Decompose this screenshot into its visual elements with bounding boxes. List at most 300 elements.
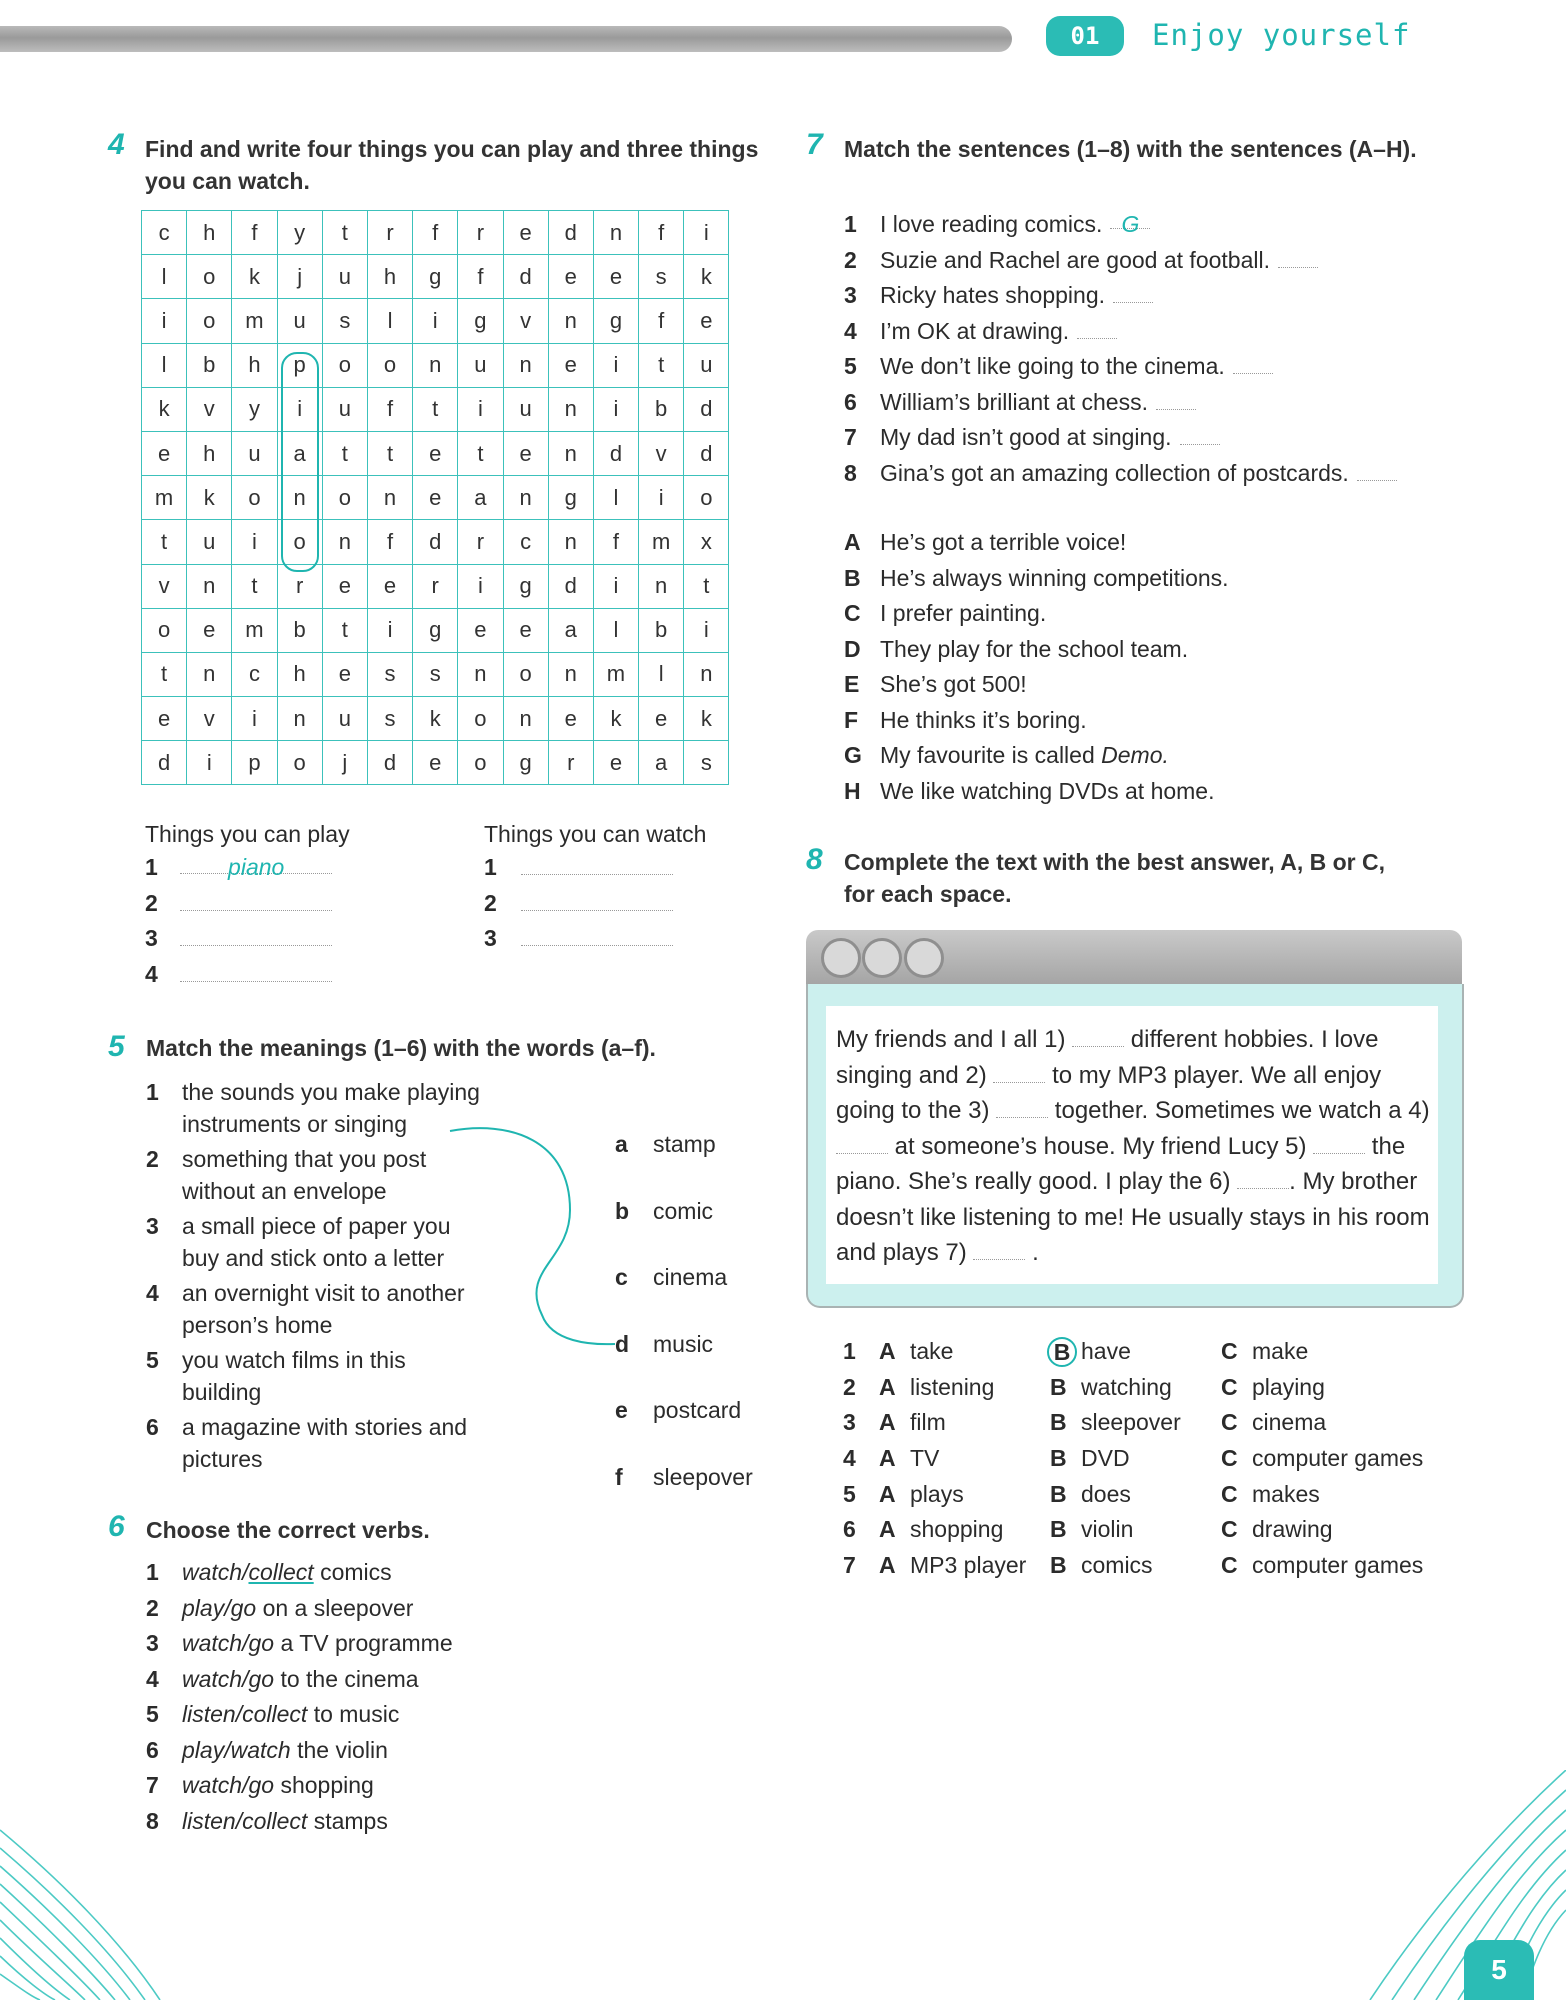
- grid-cell[interactable]: l: [367, 299, 412, 343]
- grid-cell[interactable]: n: [277, 697, 322, 741]
- option-letter[interactable]: A: [879, 1516, 896, 1543]
- grid-cell[interactable]: e: [684, 299, 729, 343]
- grid-cell[interactable]: d: [503, 255, 548, 299]
- option-text[interactable]: drawing: [1252, 1516, 1333, 1543]
- grid-cell[interactable]: r: [367, 211, 412, 255]
- grid-cell[interactable]: n: [322, 520, 367, 564]
- grid-cell[interactable]: n: [503, 476, 548, 520]
- grid-cell[interactable]: r: [413, 564, 458, 608]
- verb-option[interactable]: play: [182, 1736, 225, 1763]
- option-text[interactable]: listening: [910, 1373, 995, 1400]
- exercise-8-instruction: Complete the text with the best answer, A, B or C, for each space.: [844, 849, 1386, 907]
- response-item: E She’s got 500!: [844, 671, 1027, 697]
- grid-cell[interactable]: s: [367, 652, 412, 696]
- decorative-curves-left: [0, 1790, 230, 2000]
- verb-option[interactable]: go: [230, 1594, 257, 1621]
- grid-cell[interactable]: t: [232, 564, 277, 608]
- match-answer-field[interactable]: [1077, 318, 1117, 339]
- gap-2[interactable]: [993, 1060, 1045, 1083]
- grid-cell[interactable]: o: [322, 476, 367, 520]
- grid-cell[interactable]: i: [142, 299, 187, 343]
- verb-option[interactable]: watch: [182, 1559, 243, 1585]
- grid-cell[interactable]: e: [548, 697, 593, 741]
- grid-cell[interactable]: i: [187, 741, 232, 785]
- selected-option-circle[interactable]: B: [1047, 1337, 1077, 1367]
- grid-cell[interactable]: n: [684, 652, 729, 696]
- grid-cell[interactable]: u: [322, 697, 367, 741]
- option-letter[interactable]: B: [1050, 1409, 1067, 1436]
- option-text[interactable]: cinema: [1252, 1409, 1327, 1436]
- grid-cell[interactable]: e: [142, 431, 187, 475]
- meaning-item: 4 an overnight visit to another person’s home: [146, 1280, 465, 1338]
- exercise-5-instruction: Match the meanings (1–6) with the words (a–f).: [146, 1035, 656, 1061]
- responses-list: [844, 526, 1464, 810]
- play-answer-field[interactable]: [180, 925, 332, 946]
- grid-cell[interactable]: f: [367, 387, 412, 431]
- word-item: d music: [615, 1330, 714, 1357]
- header-bar: [0, 26, 1012, 52]
- grid-cell[interactable]: i: [684, 211, 729, 255]
- grid-cell[interactable]: y: [277, 211, 322, 255]
- verb-option[interactable]: watch: [182, 1772, 243, 1798]
- answer-options-table: [843, 1334, 1452, 1583]
- grid-cell[interactable]: e: [413, 431, 458, 475]
- grid-cell[interactable]: v: [503, 299, 548, 343]
- grid-cell[interactable]: t: [322, 211, 367, 255]
- grid-cell[interactable]: t: [413, 387, 458, 431]
- grid-cell[interactable]: t: [142, 652, 187, 696]
- grid-cell[interactable]: g: [503, 741, 548, 785]
- verb-option[interactable]: listen: [182, 1807, 236, 1834]
- play-answer-row: 4: [145, 960, 332, 996]
- grid-cell[interactable]: n: [503, 697, 548, 741]
- grid-cell[interactable]: k: [187, 476, 232, 520]
- grid-cell[interactable]: g: [458, 299, 503, 343]
- grid-cell[interactable]: r: [548, 741, 593, 785]
- grid-cell[interactable]: e: [142, 697, 187, 741]
- grid-cell[interactable]: j: [322, 741, 367, 785]
- sentence-item: 2 Suzie and Rachel are good at football.: [844, 244, 1464, 280]
- grid-cell[interactable]: h: [187, 431, 232, 475]
- grid-cell[interactable]: n: [277, 476, 322, 520]
- grid-cell[interactable]: i: [593, 564, 638, 608]
- grid-cell[interactable]: l: [639, 652, 684, 696]
- grid-cell[interactable]: c: [503, 520, 548, 564]
- grid-cell[interactable]: i: [232, 520, 277, 564]
- grid-cell[interactable]: t: [458, 431, 503, 475]
- watch-answer-field[interactable]: [521, 854, 673, 875]
- grid-cell[interactable]: v: [187, 697, 232, 741]
- verb-option[interactable]: listen: [182, 1701, 236, 1727]
- option-letter[interactable]: B: [1050, 1516, 1067, 1543]
- play-answer-field[interactable]: [180, 890, 332, 911]
- grid-cell[interactable]: m: [232, 299, 277, 343]
- grid-cell[interactable]: t: [322, 431, 367, 475]
- match-answer-field[interactable]: [1156, 389, 1196, 410]
- option-letter[interactable]: A: [879, 1480, 896, 1507]
- grid-cell[interactable]: g: [413, 255, 458, 299]
- unit-title: Enjoy yourself: [1152, 18, 1411, 52]
- grid-cell[interactable]: e: [187, 608, 232, 652]
- grid-cell[interactable]: m: [232, 608, 277, 652]
- option-row: 3 A film B sleepover C cinema: [843, 1405, 1452, 1441]
- grid-cell[interactable]: n: [548, 652, 593, 696]
- grid-cell[interactable]: s: [413, 652, 458, 696]
- verb-option[interactable]: go: [248, 1772, 275, 1798]
- grid-cell[interactable]: f: [367, 520, 412, 564]
- verb-option[interactable]: play: [182, 1594, 225, 1621]
- grid-cell[interactable]: i: [367, 608, 412, 652]
- grid-cell[interactable]: h: [277, 652, 322, 696]
- grid-cell[interactable]: n: [548, 431, 593, 475]
- verb-option[interactable]: watch: [230, 1736, 291, 1763]
- grid-cell[interactable]: i: [639, 476, 684, 520]
- grid-cell[interactable]: f: [413, 211, 458, 255]
- grid-cell[interactable]: a: [458, 476, 503, 520]
- grid-cell[interactable]: u: [322, 255, 367, 299]
- grid-cell[interactable]: l: [142, 255, 187, 299]
- grid-cell[interactable]: p: [232, 741, 277, 785]
- match-answer-field[interactable]: [1113, 282, 1153, 303]
- grid-cell[interactable]: f: [639, 211, 684, 255]
- grid-cell[interactable]: g: [503, 564, 548, 608]
- sentence-item: 1 I love reading comics. G: [844, 208, 1464, 244]
- grid-cell[interactable]: i: [413, 299, 458, 343]
- grid-cell[interactable]: m: [142, 476, 187, 520]
- window-dot-icon: [862, 938, 902, 978]
- option-row: 2 A listening B watching C playing: [843, 1370, 1452, 1406]
- grid-cell[interactable]: y: [232, 387, 277, 431]
- unit-number-badge: 01: [1046, 16, 1124, 56]
- option-text[interactable]: TV: [910, 1445, 940, 1472]
- grid-cell[interactable]: u: [232, 431, 277, 475]
- option-row: 7 A MP3 player B comics C computer games: [843, 1548, 1452, 1584]
- grid-cell[interactable]: o: [458, 697, 503, 741]
- window-dot-icon: [904, 938, 944, 978]
- grid-cell[interactable]: k: [593, 697, 638, 741]
- option-letter[interactable]: C: [1221, 1516, 1238, 1543]
- option-letter[interactable]: C: [1221, 1480, 1238, 1507]
- grid-cell[interactable]: t: [684, 564, 729, 608]
- grid-cell[interactable]: k: [684, 697, 729, 741]
- grid-row: [142, 431, 729, 475]
- gap-4[interactable]: [836, 1131, 888, 1154]
- grid-cell[interactable]: o: [232, 476, 277, 520]
- response-item: G My favourite is called Demo.: [844, 742, 1169, 768]
- grid-cell[interactable]: f: [593, 520, 638, 564]
- grid-cell[interactable]: r: [458, 211, 503, 255]
- option-text[interactable]: watching: [1081, 1373, 1172, 1400]
- grid-cell[interactable]: i: [593, 387, 638, 431]
- word-item: b comic: [615, 1197, 714, 1224]
- option-row: 5 A plays B does C makes: [843, 1476, 1452, 1512]
- grid-row: [142, 520, 729, 564]
- grid-cell[interactable]: o: [322, 343, 367, 387]
- option-text[interactable]: have: [1081, 1338, 1131, 1365]
- grid-cell[interactable]: n: [187, 564, 232, 608]
- grid-cell[interactable]: u: [684, 343, 729, 387]
- option-text[interactable]: computer games: [1252, 1551, 1424, 1578]
- verb-option[interactable]: go: [248, 1665, 275, 1692]
- grid-cell[interactable]: b: [639, 387, 684, 431]
- match-answer-field[interactable]: [1278, 247, 1318, 268]
- grid-cell[interactable]: h: [187, 211, 232, 255]
- option-text[interactable]: make: [1252, 1338, 1309, 1365]
- grid-cell[interactable]: d: [142, 741, 187, 785]
- grid-cell[interactable]: k: [142, 387, 187, 431]
- grid-cell[interactable]: s: [684, 741, 729, 785]
- option-letter[interactable]: C: [1221, 1409, 1238, 1436]
- watch-answers: [484, 853, 673, 960]
- option-letter[interactable]: C: [1221, 1551, 1238, 1578]
- exercise-4-instruction: Find and write four things you can play and three things you can watch.: [145, 136, 759, 194]
- option-text[interactable]: playing: [1252, 1373, 1325, 1400]
- watch-answer-field[interactable]: [521, 925, 673, 946]
- grid-cell[interactable]: j: [277, 255, 322, 299]
- play-answer-field[interactable]: piano: [180, 853, 332, 874]
- option-letter[interactable]: A: [879, 1373, 896, 1400]
- response-item: H We like watching DVDs at home.: [844, 777, 1215, 804]
- option-text[interactable]: makes: [1252, 1480, 1320, 1507]
- grid-cell[interactable]: m: [639, 520, 684, 564]
- grid-cell[interactable]: n: [503, 343, 548, 387]
- grid-cell[interactable]: o: [142, 608, 187, 652]
- option-row: 6 A shopping B violin C drawing: [843, 1512, 1452, 1548]
- grid-cell[interactable]: d: [548, 564, 593, 608]
- grid-cell[interactable]: o: [187, 255, 232, 299]
- matching-line: [440, 1120, 620, 1350]
- option-letter[interactable]: B: [1050, 1445, 1067, 1472]
- grid-cell[interactable]: h: [367, 255, 412, 299]
- grid-cell[interactable]: t: [367, 431, 412, 475]
- page-number: 5: [1464, 1940, 1534, 2000]
- option-text[interactable]: computer games: [1252, 1445, 1424, 1472]
- option-text[interactable]: MP3 player: [910, 1551, 1027, 1578]
- response-item: C I prefer painting.: [844, 600, 1047, 626]
- option-text[interactable]: film: [910, 1409, 946, 1436]
- grid-cell[interactable]: m: [593, 652, 638, 696]
- word-item: f sleepover: [615, 1463, 753, 1490]
- grid-cell[interactable]: g: [593, 299, 638, 343]
- verb-item: 6 play/watch the violin: [146, 1736, 388, 1763]
- grid-cell[interactable]: f: [232, 211, 277, 255]
- grid-cell[interactable]: n: [548, 299, 593, 343]
- grid-cell[interactable]: v: [639, 431, 684, 475]
- grid-cell[interactable]: n: [548, 520, 593, 564]
- option-text[interactable]: does: [1081, 1480, 1131, 1507]
- match-answer-field[interactable]: [1180, 424, 1220, 445]
- grid-cell[interactable]: o: [503, 652, 548, 696]
- match-answer-field[interactable]: [1357, 460, 1397, 481]
- grid-cell[interactable]: c: [142, 211, 187, 255]
- option-letter[interactable]: B: [1050, 1373, 1067, 1400]
- option-letter[interactable]: C: [1221, 1373, 1238, 1400]
- word-item: c cinema: [615, 1264, 728, 1290]
- grid-cell[interactable]: e: [413, 476, 458, 520]
- grid-cell[interactable]: o: [187, 299, 232, 343]
- grid-cell[interactable]: e: [458, 608, 503, 652]
- grid-row: [142, 697, 729, 741]
- play-answer-row: 1 piano: [145, 853, 332, 889]
- grid-cell[interactable]: a: [548, 608, 593, 652]
- grid-cell[interactable]: u: [187, 520, 232, 564]
- verb-option[interactable]: watch: [182, 1665, 243, 1692]
- grid-cell[interactable]: e: [367, 564, 412, 608]
- play-answers: [145, 853, 332, 995]
- verb-item: 5 listen/collect to music: [146, 1701, 400, 1727]
- option-letter[interactable]: C: [1221, 1445, 1238, 1472]
- option-letter[interactable]: A: [879, 1338, 896, 1365]
- grid-cell[interactable]: o: [277, 741, 322, 785]
- verb-option[interactable]: watch: [182, 1630, 243, 1656]
- grid-cell[interactable]: s: [639, 255, 684, 299]
- grid-cell[interactable]: s: [322, 299, 367, 343]
- sentence-item: 8 Gina’s got an amazing collection of postcards.: [844, 457, 1464, 493]
- grid-cell[interactable]: o: [458, 741, 503, 785]
- grid-cell[interactable]: t: [639, 343, 684, 387]
- grid-cell[interactable]: n: [458, 652, 503, 696]
- grid-cell[interactable]: n: [639, 564, 684, 608]
- option-text[interactable]: take: [910, 1338, 954, 1365]
- grid-cell[interactable]: o: [684, 476, 729, 520]
- gap-5[interactable]: [1313, 1131, 1365, 1154]
- sentence-item: 4 I’m OK at drawing.: [844, 315, 1464, 351]
- grid-cell[interactable]: r: [458, 520, 503, 564]
- gap-7[interactable]: [973, 1237, 1025, 1260]
- grid-cell[interactable]: i: [458, 387, 503, 431]
- grid-cell[interactable]: e: [639, 697, 684, 741]
- grid-cell[interactable]: e: [413, 741, 458, 785]
- grid-cell[interactable]: d: [413, 520, 458, 564]
- grid-cell[interactable]: u: [503, 387, 548, 431]
- play-answer-row: 3: [145, 924, 332, 960]
- grid-cell[interactable]: n: [593, 211, 638, 255]
- grid-cell[interactable]: d: [684, 431, 729, 475]
- grid-cell[interactable]: l: [593, 476, 638, 520]
- option-letter[interactable]: C: [1221, 1338, 1238, 1365]
- grid-cell[interactable]: e: [593, 255, 638, 299]
- grid-cell[interactable]: g: [548, 476, 593, 520]
- meaning-item: 1 the sounds you make playing instruments or singing: [146, 1079, 480, 1137]
- grid-cell[interactable]: d: [367, 741, 412, 785]
- option-text[interactable]: shopping: [910, 1516, 1004, 1543]
- grid-cell[interactable]: s: [367, 697, 412, 741]
- grid-cell[interactable]: t: [322, 608, 367, 652]
- grid-cell[interactable]: n: [413, 343, 458, 387]
- grid-cell[interactable]: g: [413, 608, 458, 652]
- grid-cell[interactable]: e: [322, 652, 367, 696]
- grid-cell[interactable]: h: [232, 343, 277, 387]
- option-text[interactable]: DVD: [1081, 1445, 1130, 1472]
- meaning-item: 3 a small piece of paper you buy and stick onto a letter: [146, 1213, 451, 1271]
- grid-cell[interactable]: a: [277, 431, 322, 475]
- grid-cell[interactable]: i: [593, 343, 638, 387]
- grid-cell[interactable]: e: [322, 564, 367, 608]
- gap-3[interactable]: [996, 1095, 1048, 1118]
- grid-cell[interactable]: a: [639, 741, 684, 785]
- option-letter[interactable]: B: [1050, 1551, 1067, 1578]
- option-text[interactable]: sleepover: [1081, 1409, 1181, 1436]
- grid-cell[interactable]: u: [322, 387, 367, 431]
- gap-1[interactable]: [1072, 1024, 1124, 1047]
- grid-cell[interactable]: n: [548, 387, 593, 431]
- grid-cell[interactable]: b: [277, 608, 322, 652]
- grid-cell[interactable]: i: [684, 608, 729, 652]
- grid-cell[interactable]: k: [232, 255, 277, 299]
- grid-cell[interactable]: b: [187, 343, 232, 387]
- grid-cell[interactable]: f: [458, 255, 503, 299]
- option-letter[interactable]: A: [879, 1409, 896, 1436]
- option-letter[interactable]: B: [1050, 1480, 1067, 1507]
- window-dot-icon: [821, 938, 861, 978]
- grid-cell[interactable]: e: [503, 211, 548, 255]
- grid-cell[interactable]: e: [548, 343, 593, 387]
- option-text[interactable]: comics: [1081, 1551, 1153, 1578]
- play-answer-field[interactable]: [180, 961, 332, 982]
- play-answer-row: 2: [145, 889, 332, 925]
- grid-cell[interactable]: t: [142, 520, 187, 564]
- grid-cell[interactable]: n: [367, 476, 412, 520]
- match-answer-field[interactable]: G: [1110, 208, 1150, 229]
- grid-cell[interactable]: v: [187, 387, 232, 431]
- grid-cell[interactable]: d: [593, 431, 638, 475]
- verb-option[interactable]: collect: [248, 1559, 314, 1585]
- grid-cell[interactable]: n: [187, 652, 232, 696]
- grid-cell[interactable]: l: [142, 343, 187, 387]
- word-search-grid: [141, 210, 729, 785]
- verb-option[interactable]: collect: [242, 1701, 308, 1727]
- grid-cell[interactable]: e: [503, 608, 548, 652]
- grid-cell[interactable]: b: [639, 608, 684, 652]
- grid-cell[interactable]: v: [142, 564, 187, 608]
- grid-cell[interactable]: e: [593, 741, 638, 785]
- response-item: D They play for the school team.: [844, 635, 1189, 662]
- grid-cell[interactable]: o: [367, 343, 412, 387]
- grid-cell[interactable]: r: [277, 564, 322, 608]
- grid-cell[interactable]: e: [548, 255, 593, 299]
- verb-option[interactable]: go: [248, 1630, 275, 1656]
- grid-cell[interactable]: e: [503, 431, 548, 475]
- grid-cell[interactable]: d: [548, 211, 593, 255]
- meaning-item: 5 you watch films in this building: [146, 1347, 406, 1405]
- grid-cell[interactable]: i: [277, 387, 322, 431]
- grid-cell[interactable]: p: [277, 343, 322, 387]
- match-answer-field[interactable]: [1233, 353, 1273, 374]
- grid-cell[interactable]: d: [684, 387, 729, 431]
- grid-cell[interactable]: i: [232, 697, 277, 741]
- grid-cell[interactable]: x: [684, 520, 729, 564]
- option-text[interactable]: violin: [1081, 1516, 1134, 1543]
- grid-cell[interactable]: c: [232, 652, 277, 696]
- option-letter[interactable]: A: [879, 1445, 896, 1472]
- grid-cell[interactable]: u: [277, 299, 322, 343]
- grid-row: [142, 299, 729, 343]
- option-text[interactable]: plays: [910, 1480, 964, 1507]
- grid-cell[interactable]: l: [593, 608, 638, 652]
- cloze-text: My friends and I all 1) different hobbies. I love singing and 2) to my MP3 player. We all enjoy going to the 3) together. Sometimes we watch a 4) at someone’s house. My friend Lucy 5) the piano. She’s really good. I play the 6) . My brother doesn’t like listening to me! He usually stays in his room and plays 7) .: [836, 1026, 1430, 1266]
- grid-cell[interactable]: i: [458, 564, 503, 608]
- grid-cell[interactable]: o: [277, 520, 322, 564]
- verb-option[interactable]: collect: [242, 1807, 308, 1834]
- sentence-item: 3 Ricky hates shopping.: [844, 279, 1464, 315]
- watch-answer-field[interactable]: [521, 890, 673, 911]
- grid-cell[interactable]: k: [684, 255, 729, 299]
- option-letter[interactable]: A: [879, 1551, 896, 1578]
- grid-cell[interactable]: k: [413, 697, 458, 741]
- gap-6[interactable]: [1237, 1166, 1289, 1189]
- grid-cell[interactable]: f: [639, 299, 684, 343]
- grid-cell[interactable]: u: [458, 343, 503, 387]
